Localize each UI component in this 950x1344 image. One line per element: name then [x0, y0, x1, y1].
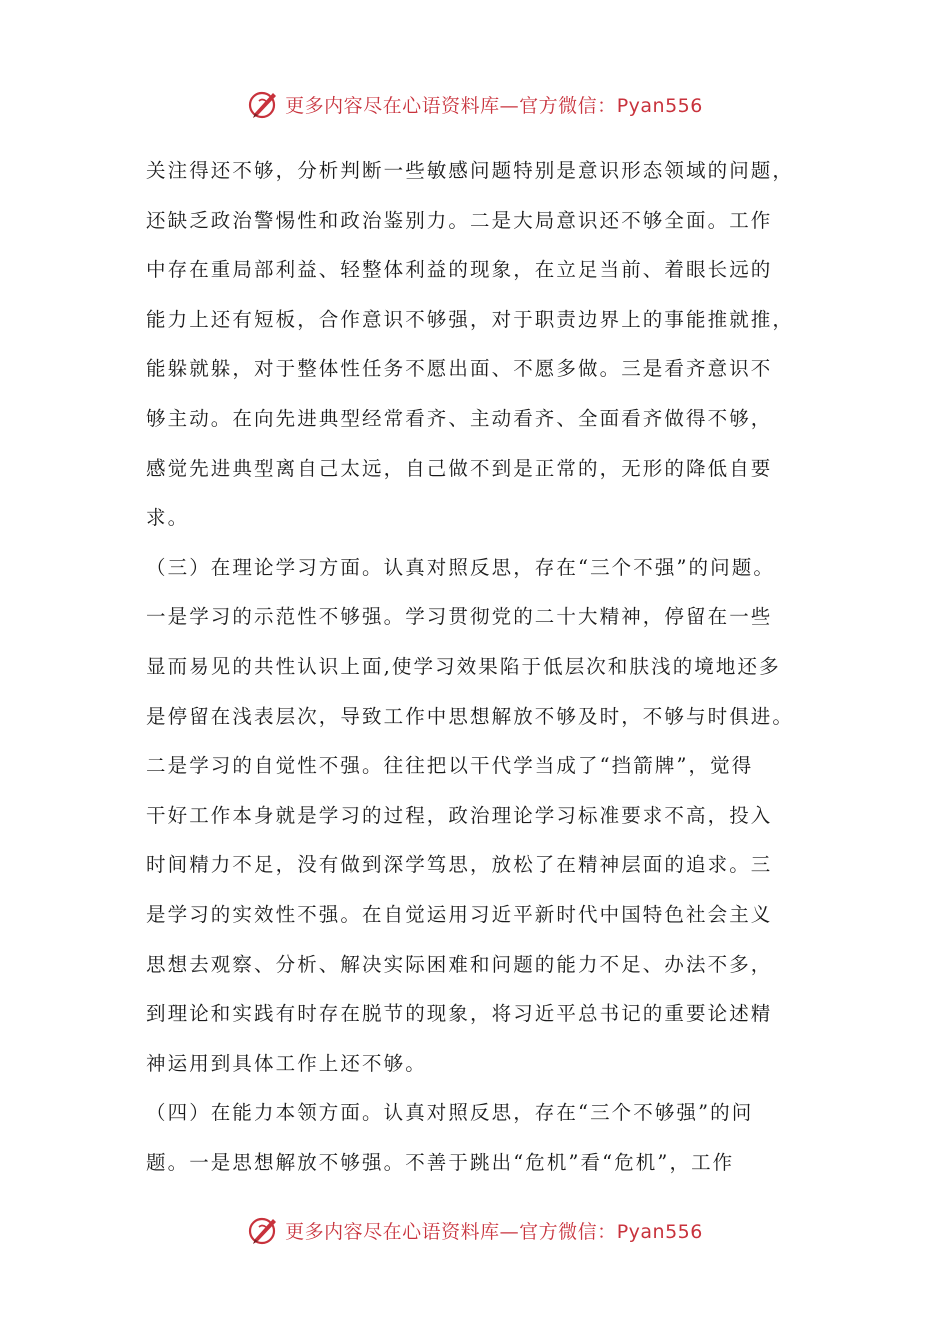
text-line: 能力上还有短板，合作意识不够强，对于职责边界上的事能推就推，	[146, 307, 795, 331]
text-line: 够主动。在向先进典型经常看齐、主动看齐、全面看齐做得不够，	[146, 406, 773, 430]
text-line: 二是学习的自觉性不强。往往把以干代学当成了“挡箭牌”，觉得	[146, 754, 754, 778]
text-line: 求。	[146, 506, 190, 530]
text-line: 显而易见的共性认识上面,使学习效果陷于低层次和肤浅的境地还多	[146, 654, 781, 678]
document-body	[146, 146, 826, 1187]
text-line: 时间精力不足，没有做到深学笃思，放松了在精神层面的追求。三	[146, 853, 773, 877]
text-line: 是停留在浅表层次，导致工作中思想解放不够及时，不够与时俱进。	[146, 704, 795, 728]
text-line: 关注得还不够，分析判断一些敏感问题特别是意识形态领域的问题，	[146, 159, 795, 182]
text-line: 中存在重局部利益、轻整体利益的现象，在立足当前、着眼长远的	[146, 258, 773, 282]
text-line: 一是学习的示范性不够强。学习贯彻党的二十大精神，停留在一些	[146, 605, 773, 629]
footer-brand-text: 更多内容尽在心语资料库—官方微信：Pyan556	[285, 1220, 703, 1243]
pen-logo-icon	[247, 1213, 281, 1247]
text-line: 感觉先进典型离自己太远，自己做不到是正常的，无形的降低自要	[146, 456, 773, 480]
text-line: 是学习的实效性不强。在自觉运用习近平新时代中国特色社会主义	[146, 902, 773, 926]
text-line: 到理论和实践有时存在脱节的现象，将习近平总书记的重要论述精	[146, 1002, 773, 1026]
text-line: （四）在能力本领方面。认真对照反思，存在“三个不够强”的问	[146, 1101, 754, 1125]
text-line: 干好工作本身就是学习的过程，政治理论学习标准要求不高，投入	[146, 803, 773, 827]
text-line: 能躲就躲，对于整体性任务不愿出面、不愿多做。三是看齐意识不	[146, 357, 773, 381]
text-line: 思想去观察、分析、解决实际困难和问题的能力不足、办法不多，	[146, 952, 773, 976]
text-line: （三）在理论学习方面。认真对照反思，存在“三个不强”的问题。	[146, 555, 775, 579]
header-brand-text: 更多内容尽在心语资料库—官方微信：Pyan556	[285, 94, 703, 117]
header-banner	[0, 84, 950, 124]
text-line: 题。一是思想解放不够强。不善于跳出“危机”看“危机”，工作	[146, 1150, 735, 1174]
footer-banner	[0, 1210, 950, 1250]
text-line: 还缺乏政治警惕性和政治鉴别力。二是大局意识还不够全面。工作	[146, 208, 773, 232]
text-line: 神运用到具体工作上还不够。	[146, 1051, 427, 1075]
pen-logo-icon	[247, 87, 281, 121]
